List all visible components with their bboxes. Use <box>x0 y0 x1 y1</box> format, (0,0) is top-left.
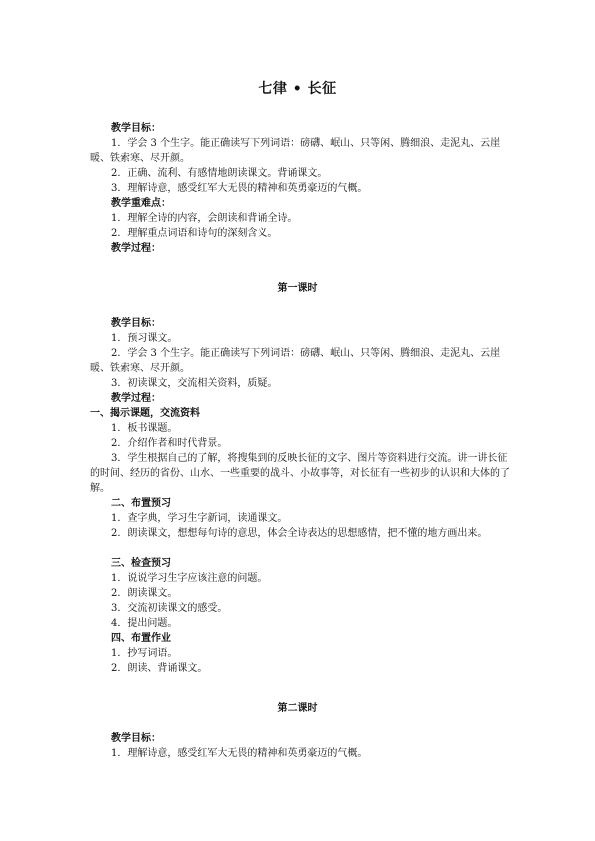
lesson1-section1-heading: 一、揭示课题，交流资料 <box>90 408 200 419</box>
lesson1-goal-3: 3．初读课文，交流相关资料，质疑。 <box>111 378 278 389</box>
intro-process-heading: 教学过程： <box>111 243 161 254</box>
lesson2-title: 第二课时 <box>277 703 318 714</box>
lesson1-section3-item2: 2．朗读课文。 <box>111 588 178 599</box>
lesson1-section1-item2: 2．介绍作者和时代背景。 <box>111 438 228 449</box>
lesson1-section3-heading: 三、检查预习 <box>111 558 171 569</box>
lesson1-section3-item3: 3．交流初读课文的感受。 <box>111 603 228 614</box>
intro-goal-3: 3．理解诗意，感受红军大无畏的精神和英勇豪迈的气概。 <box>111 183 368 194</box>
lesson1-section2-item2: 2．朗读课文，想想每句诗的意思，体会全诗表达的思想感情，把不懂的地方画出来。 <box>111 528 488 539</box>
lesson1-section3-item4: 4．提出问题。 <box>111 618 178 629</box>
intro-goal-2: 2．正确、流利、有感情地朗读课文。背诵课文。 <box>111 168 328 179</box>
lesson2-goals-heading: 教学目标： <box>111 733 161 744</box>
lesson1-process-heading: 教学过程： <box>111 393 161 404</box>
intro-key-heading: 教学重难点： <box>111 198 171 209</box>
lesson1-section3-item1: 1．说说学习生字应该注意的问题。 <box>111 573 268 584</box>
intro-key-1: 1．理解全诗的内容，会朗读和背诵全诗。 <box>111 213 298 224</box>
intro-goals-heading: 教学目标： <box>111 123 161 134</box>
document-title: 七律 • 长征 <box>258 81 337 97</box>
lesson1-title: 第一课时 <box>277 283 318 294</box>
lesson1-goals-heading: 教学目标： <box>111 318 161 329</box>
lesson1-goal-2: 2．学会 3 个生字。能正确读写下列词语：磅礴、岷山、只等闲、腾细浪、走泥丸、云崖暖、铁索寒、尽开颜。 <box>90 348 501 374</box>
lesson1-section1-item1: 1．板书课题。 <box>111 423 178 434</box>
lesson2-goal-1: 1．理解诗意，感受红军大无畏的精神和英勇豪迈的气概。 <box>111 748 368 759</box>
intro-key-2: 2．理解重点词语和诗句的深刻含义。 <box>111 228 278 239</box>
lesson1-section4-item1: 1．抄写词语。 <box>111 648 178 659</box>
intro-goal-1: 1．学会 3 个生字。能正确读写下列词语：磅礴、岷山、只等闲、腾细浪、走泥丸、云崖暖、铁索寒、尽开颜。 <box>90 138 501 164</box>
lesson1-section4-item2: 2．朗读、背诵课文。 <box>111 663 208 674</box>
lesson1-section4-heading: 四、布置作业 <box>111 633 171 644</box>
lesson1-section1-item3: 3．学生根据自己的了解，将搜集到的反映长征的文字、图片等资料进行交流。讲一讲长征的时间、经历的省份、山水、一些重要的战斗、小故事等，对长征有一些初步的认识和大体的了解。 <box>90 453 510 494</box>
lesson1-goal-1: 1．预习课文。 <box>111 333 178 344</box>
lesson1-section2-item1: 1．查字典，学习生字新词，读通课文。 <box>111 513 288 524</box>
lesson1-section2-heading: 二、布置预习 <box>111 498 171 509</box>
